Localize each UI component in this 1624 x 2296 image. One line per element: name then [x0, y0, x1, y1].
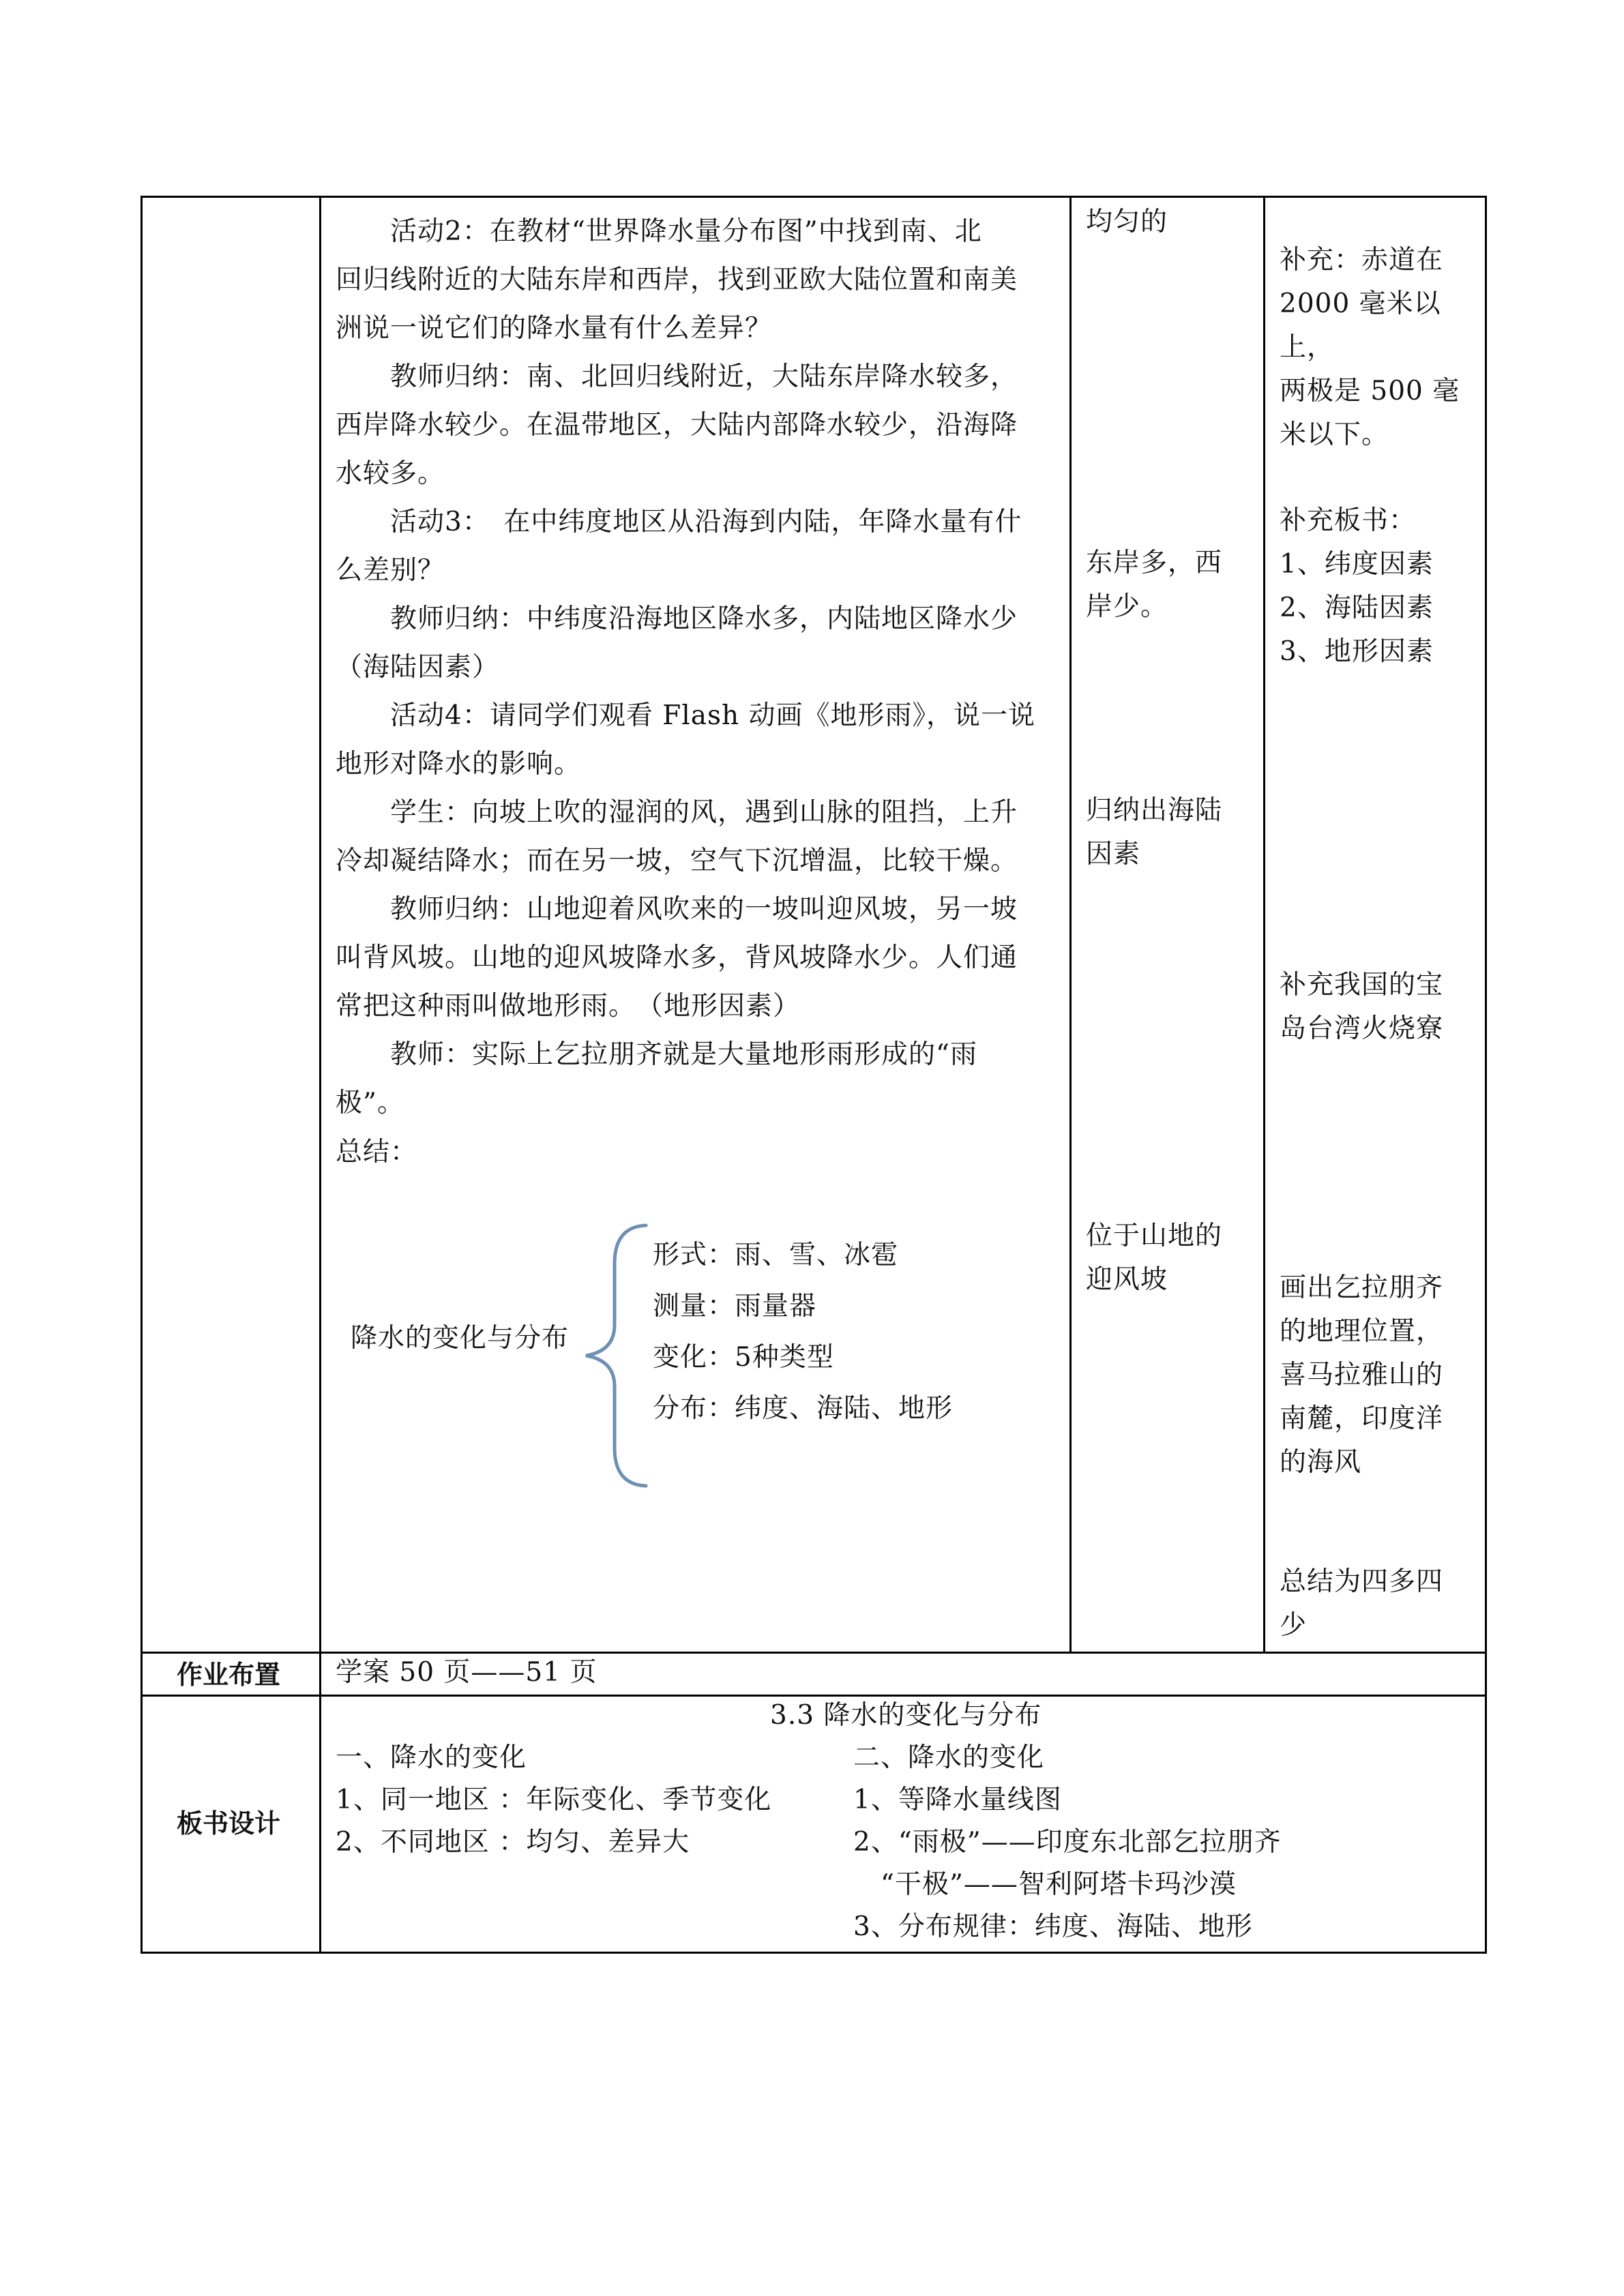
note-line: 画出乞拉朋齐 [1280, 1272, 1444, 1303]
teacher-summary-3 [336, 885, 1018, 1030]
summary-item-form: 形式：雨、雪、冰雹 [653, 1240, 899, 1270]
col-divider-3 [1263, 198, 1265, 1652]
paragraph-line: 教师归纳：中纬度沿海地区降水多，内陆地区降水少 [336, 603, 1018, 634]
note-line: 岸少。 [1086, 591, 1168, 622]
paragraph-line: 活动3： 在中纬度地区从沿海到内陆，年降水量有什 [336, 507, 1022, 537]
paragraph-line: 洲说一说它们的降水量有什么差异？ [336, 313, 773, 344]
paragraph-line: （海陆因素） [336, 652, 500, 683]
note-line: 的地理位置， [1280, 1316, 1444, 1347]
note-line: 归纳出海陆 [1086, 795, 1223, 826]
note-line: 东岸多，西 [1086, 548, 1223, 578]
activity-3 [336, 498, 1022, 595]
summary-root: 降水的变化与分布 [351, 1323, 570, 1354]
note-line: 迎风坡 [1086, 1264, 1168, 1295]
paragraph-line: 地形对降水的影响。 [336, 749, 582, 779]
board-line: 二、降水的变化 [853, 1742, 1045, 1773]
paragraph-line: 么差别？ [336, 555, 445, 586]
student-answer [336, 788, 1018, 885]
note-line: 补充：赤道在 [1280, 245, 1444, 275]
note-line: 位于山地的 [1086, 1221, 1223, 1251]
design-note-5 [1280, 1560, 1443, 1648]
note-line: 1、纬度因素 [1280, 549, 1434, 580]
note-line: 喜马拉雅山的 [1280, 1360, 1444, 1390]
activity-2 [336, 207, 1018, 353]
activity-4 [336, 691, 1035, 788]
note-line: 上， [1280, 332, 1335, 363]
homework-content: 学案 50 页——51 页 [336, 1657, 597, 1688]
col-divider-1 [319, 198, 321, 1954]
lesson-plan-table [141, 196, 1487, 1954]
teacher-summary-1 [336, 353, 1018, 498]
teacher-note [336, 1030, 977, 1127]
paragraph-line: 教师归纳：南、北回归线附近，大陆东岸降水较多， [336, 361, 1018, 392]
note-line: 总结为四多四 [1280, 1566, 1444, 1597]
board-design-label: 板书设计 [177, 1808, 281, 1838]
design-note-2 [1280, 499, 1434, 674]
board-design-title: 3.3 降水的变化与分布 [770, 1700, 1042, 1731]
note-line: 补充我国的宝 [1280, 970, 1444, 1000]
board-line: 1、等降水量线图 [853, 1785, 1062, 1815]
note-line: 3、地形因素 [1280, 636, 1434, 667]
note-line: 两极是 500 毫 [1280, 376, 1460, 406]
board-line: 1、同一地区 ：年际变化、季节变化 [336, 1785, 772, 1815]
paragraph-line: 活动4：请同学们观看 Flash 动画《地形雨》，说一说 [336, 700, 1036, 731]
student-note-2 [1086, 541, 1222, 629]
student-note-4 [1086, 1214, 1222, 1302]
paragraph-line: 冷却凝结降水；而在另一坡，空气下沉增温，比较干燥。 [336, 846, 1018, 876]
curly-brace-icon [579, 1223, 654, 1489]
summary-label: 总结： [336, 1137, 418, 1167]
student-note-3 [1086, 789, 1222, 876]
student-note-1 [1086, 200, 1168, 244]
design-note-3 [1280, 964, 1443, 1051]
col-divider-2 [1069, 198, 1072, 1652]
teacher-summary-2 [336, 595, 1018, 691]
paragraph-line: 活动2：在教材“世界降水量分布图”中找到南、北 [336, 216, 982, 247]
note-line: 均匀的 [1086, 207, 1168, 237]
note-line: 南麓，印度洋 [1280, 1403, 1444, 1434]
note-line: 的海风 [1280, 1447, 1362, 1478]
design-note-1 [1280, 239, 1460, 457]
summary-item-change: 变化：5种类型 [653, 1342, 834, 1373]
design-note-4 [1280, 1266, 1443, 1485]
paragraph-line: 教师归纳：山地迎着风吹来的一坡叫迎风坡，另一坡 [336, 894, 1018, 925]
board-line: 3、分布规律：纬度、海陆、地形 [853, 1911, 1253, 1942]
homework-label: 作业布置 [177, 1660, 281, 1690]
paragraph-line: 叫背风坡。山地的迎风坡降水多，背风坡降水少。人们通 [336, 942, 1018, 973]
note-line: 因素 [1086, 839, 1141, 869]
note-line: 米以下。 [1280, 419, 1389, 450]
paragraph-line: 西岸降水较少。在温带地区，大陆内部降水较少，沿海降 [336, 410, 1018, 441]
note-line: 2、海陆因素 [1280, 593, 1434, 623]
note-line: 2000 毫米以 [1280, 288, 1441, 319]
paragraph-line: 极”。 [336, 1088, 404, 1118]
note-line: 岛台湾火烧寮 [1280, 1013, 1444, 1044]
note-line: 补充板书： [1280, 505, 1417, 536]
board-line: “干极”——智利阿塔卡玛沙漠 [853, 1869, 1237, 1900]
paragraph-line: 回归线附近的大陆东岸和西岸，找到亚欧大陆位置和南美 [336, 265, 1018, 295]
board-line: 2、不同地区 ：均匀、差异大 [336, 1827, 690, 1858]
paragraph-line: 教师：实际上乞拉朋齐就是大量地形雨形成的“雨 [336, 1039, 977, 1070]
note-line: 少 [1280, 1610, 1308, 1641]
paragraph-line: 学生：向坡上吹的湿润的风，遇到山脉的阻挡，上升 [336, 797, 1018, 828]
board-line: 一、降水的变化 [336, 1742, 527, 1773]
board-line: 2、“雨极”——印度东北部乞拉朋齐 [853, 1827, 1282, 1858]
paragraph-line: 水较多。 [336, 458, 445, 489]
paragraph-line: 常把这种雨叫做地形雨。 （地形因素） [336, 991, 801, 1022]
summary-item-measure: 测量：雨量器 [653, 1291, 817, 1322]
summary-item-distribution: 分布：纬度、海陆、地形 [653, 1393, 954, 1424]
